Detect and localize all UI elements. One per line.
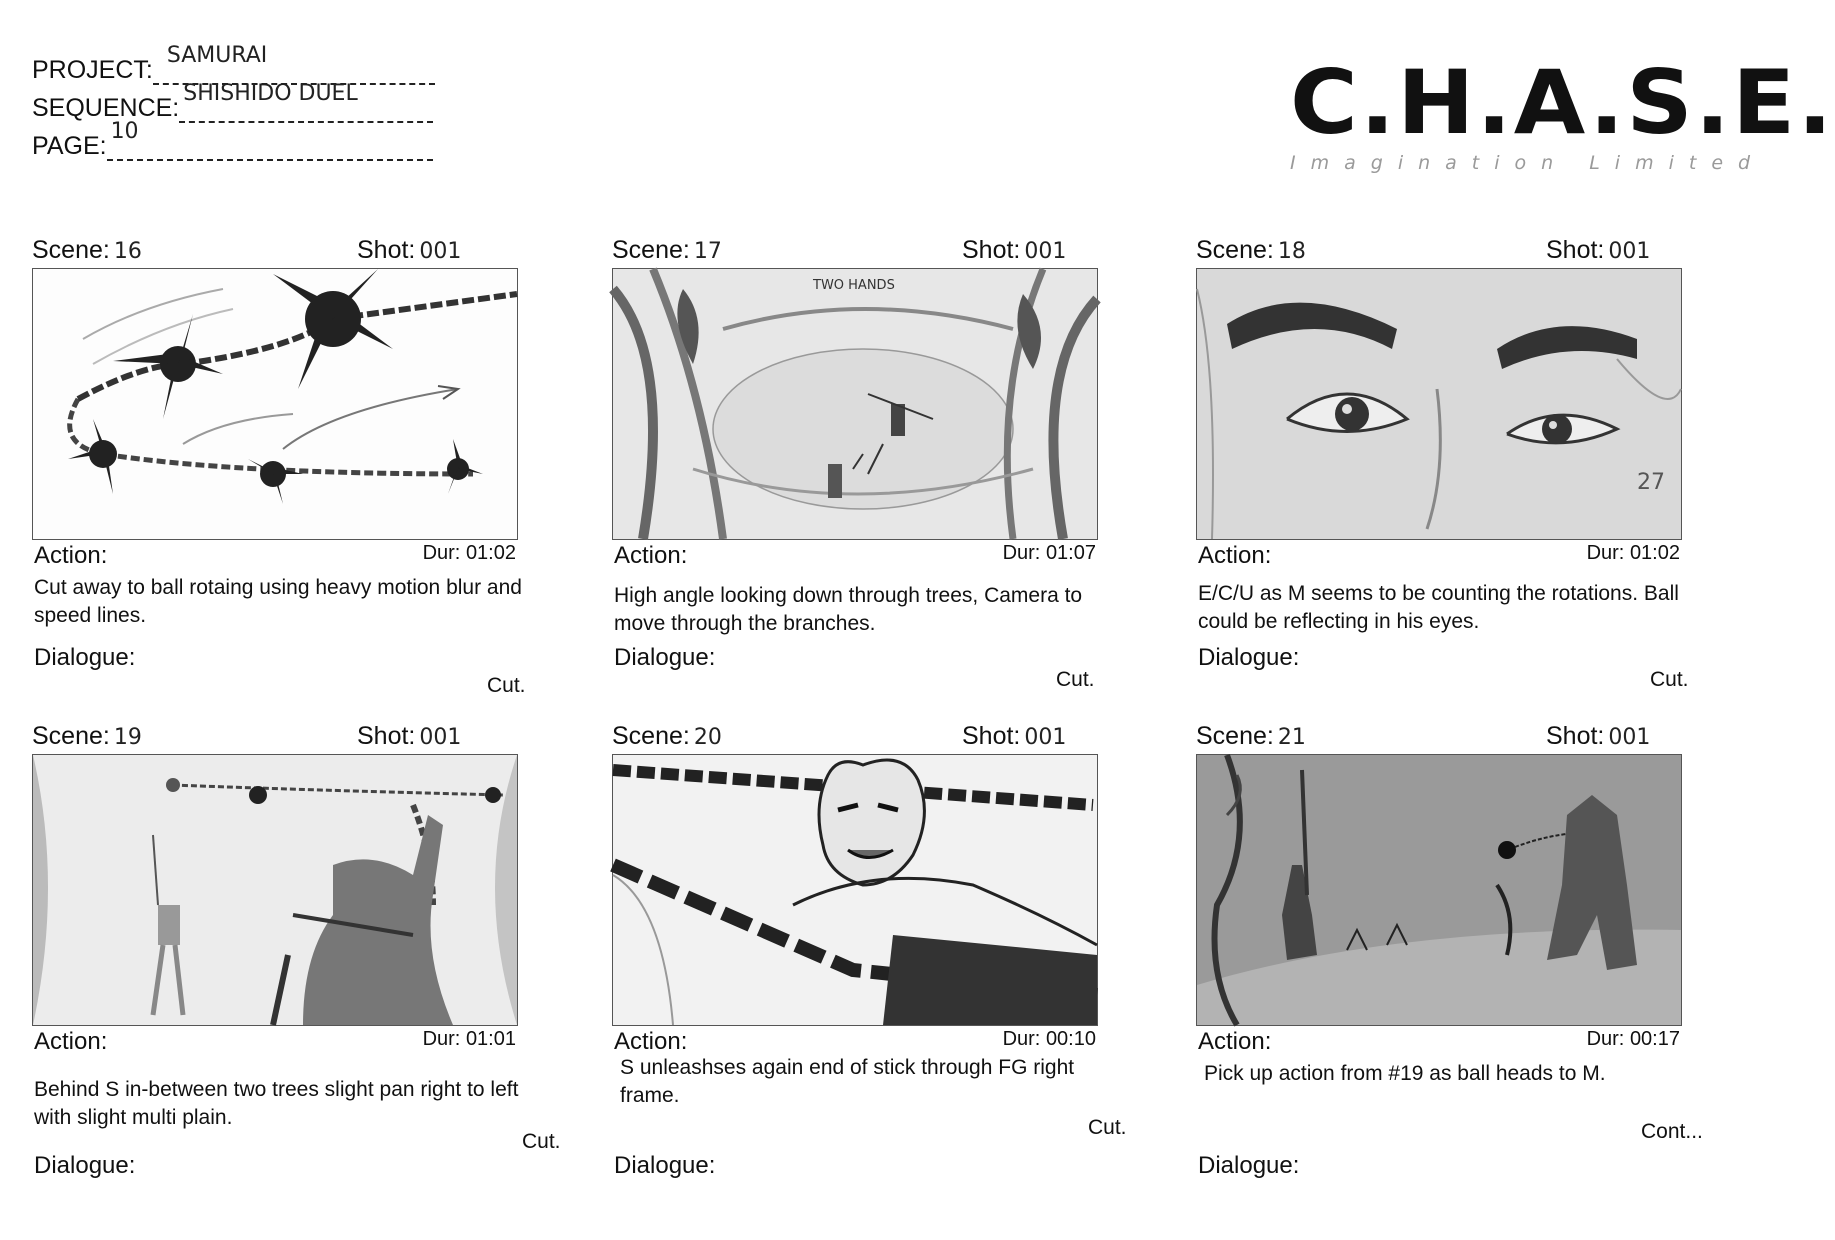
panel-sketch — [1196, 754, 1682, 1026]
shot-number: 001 — [1024, 725, 1067, 750]
shot-field — [1546, 236, 1650, 265]
scene-number: 19 — [113, 725, 142, 750]
duration — [423, 1028, 516, 1051]
scene-label: Scene: — [32, 722, 110, 750]
transition-text: Cut. — [1056, 668, 1095, 691]
dur-label: Dur: — [422, 542, 461, 564]
dialogue-label: Dialogue: — [1198, 1152, 1300, 1179]
dur-label: Dur: — [1586, 542, 1625, 564]
page-label: PAGE: — [32, 132, 107, 160]
panel-sketch — [32, 754, 518, 1026]
action-text: S unleashses again end of stick through FG right frame. — [620, 1056, 1075, 1107]
scene-label: Scene: — [32, 236, 110, 264]
shot-label: Shot: — [1546, 722, 1605, 750]
action-text: High angle looking down through trees, Camera to move through the branches. — [614, 584, 1083, 635]
dur-label: Dur: — [1002, 542, 1041, 564]
shot-field — [357, 722, 461, 751]
transition-text: Cut. — [487, 674, 526, 697]
action-text: Cut away to ball rotaing using heavy motion blur and speed lines. — [34, 576, 522, 627]
dur-value: 00:17 — [1629, 1028, 1680, 1050]
duration — [423, 542, 516, 565]
scene-field — [612, 236, 722, 265]
action-label: Action: — [614, 1028, 688, 1055]
shot-label: Shot: — [962, 722, 1021, 750]
sequence-row — [32, 81, 433, 123]
sketch-forest-high-angle — [613, 269, 1097, 539]
dialogue-label: Dialogue: — [34, 644, 136, 671]
scene-number: 21 — [1277, 725, 1306, 750]
dialogue-label: Dialogue: — [614, 1152, 716, 1179]
action-text: Pick up action from #19 as ball heads to M. — [1204, 1062, 1606, 1085]
dur-value: 01:02 — [465, 542, 516, 564]
sketch-s-face-chain — [613, 755, 1097, 1025]
action-row — [612, 542, 1096, 572]
action-text: E/C/U as M seems to be counting the rotations. Ball could be reflecting in his eyes. — [1198, 582, 1679, 633]
dur-label: Dur: — [422, 1028, 461, 1050]
shot-number: 001 — [1608, 725, 1651, 750]
scene-label: Scene: — [1196, 722, 1274, 750]
action-label: Action: — [34, 1028, 108, 1055]
dur-value: 01:07 — [1045, 542, 1096, 564]
shot-field — [962, 236, 1066, 265]
shot-label: Shot: — [1546, 236, 1605, 264]
panel-header — [1196, 722, 1716, 754]
panel-sketch — [32, 268, 518, 540]
sketch-note: 27 — [1637, 470, 1665, 495]
sequence-value: SHISHIDO DUEL — [183, 81, 358, 106]
panel-sketch — [612, 268, 1098, 540]
scene-field — [612, 722, 722, 751]
panel-header — [32, 236, 552, 268]
page-value: 10 — [110, 119, 139, 144]
shot-number: 001 — [419, 725, 462, 750]
panel-header — [1196, 236, 1716, 268]
panel-header — [32, 722, 552, 754]
dur-label: Dur: — [1002, 1028, 1041, 1050]
sequence-line — [179, 81, 433, 123]
scene-number: 20 — [693, 725, 722, 750]
transition-text: Cont... — [1641, 1120, 1703, 1143]
shot-field — [357, 236, 461, 265]
panel-sketch — [612, 754, 1098, 1026]
scene-field — [1196, 236, 1306, 265]
sketch-spiked-balls — [33, 269, 517, 539]
dur-label: Dur: — [1586, 1028, 1625, 1050]
company-logo — [1290, 51, 1835, 174]
scene-label: Scene: — [612, 236, 690, 264]
sequence-label: SEQUENCE: — [32, 94, 180, 122]
action-label: Action: — [614, 542, 688, 569]
panel-sketch — [1196, 268, 1682, 540]
panel-header — [612, 722, 1132, 754]
storyboard-panel — [612, 722, 1132, 1202]
duration — [1587, 542, 1680, 565]
sketch-behind-s — [33, 755, 517, 1025]
storyboard-panel — [1196, 722, 1716, 1202]
page-row — [32, 119, 433, 161]
page-line — [107, 119, 433, 161]
action-text: Behind S in-between two trees slight pan right to left with slight multi plain. — [34, 1078, 519, 1129]
dialogue-label: Dialogue: — [1198, 644, 1300, 671]
dialogue-label: Dialogue: — [34, 1152, 136, 1179]
action-row — [1196, 1028, 1680, 1058]
action-row — [1196, 542, 1680, 572]
scene-number: 18 — [1277, 239, 1306, 264]
dur-value: 01:02 — [1629, 542, 1680, 564]
storyboard-panel — [1196, 236, 1716, 716]
project-label: PROJECT: — [32, 56, 153, 84]
scene-number: 16 — [113, 239, 142, 264]
sketch-note: TWO HANDS — [813, 278, 895, 293]
storyboard-panel — [612, 236, 1132, 716]
shot-number: 001 — [1608, 239, 1651, 264]
shot-label: Shot: — [357, 236, 416, 264]
shot-number: 001 — [419, 239, 462, 264]
dur-value: 01:01 — [465, 1028, 516, 1050]
duration — [1003, 1028, 1096, 1051]
duration — [1003, 542, 1096, 565]
logo-title: C.H.A.S.E. — [1290, 51, 1835, 154]
dialogue-label: Dialogue: — [614, 644, 716, 671]
action-label: Action: — [34, 542, 108, 569]
action-label: Action: — [1198, 1028, 1272, 1055]
duration — [1587, 1028, 1680, 1051]
shot-number: 001 — [1024, 239, 1067, 264]
transition-text: Cut. — [1088, 1116, 1127, 1139]
project-value: SAMURAI — [166, 43, 268, 68]
sketch-ball-heads-to-m — [1197, 755, 1681, 1025]
storyboard-panel — [32, 236, 552, 716]
scene-number: 17 — [693, 239, 722, 264]
scene-field — [32, 236, 142, 265]
storyboard-panel — [32, 722, 561, 1202]
sketch-eyes-closeup — [1197, 269, 1681, 539]
shot-label: Shot: — [357, 722, 416, 750]
shot-field — [1546, 722, 1650, 751]
logo-tagline: Imagination Limited — [1290, 152, 1766, 174]
transition-text: Cut. — [1650, 668, 1689, 691]
panel-header — [612, 236, 1132, 268]
action-row — [32, 1028, 516, 1058]
scene-label: Scene: — [612, 722, 690, 750]
dur-value: 00:10 — [1045, 1028, 1096, 1050]
shot-field — [962, 722, 1066, 751]
transition-text: Cut. — [522, 1130, 561, 1153]
scene-field — [1196, 722, 1306, 751]
shot-label: Shot: — [962, 236, 1021, 264]
action-row — [32, 542, 516, 572]
action-label: Action: — [1198, 542, 1272, 569]
scene-field — [32, 722, 142, 751]
scene-label: Scene: — [1196, 236, 1274, 264]
